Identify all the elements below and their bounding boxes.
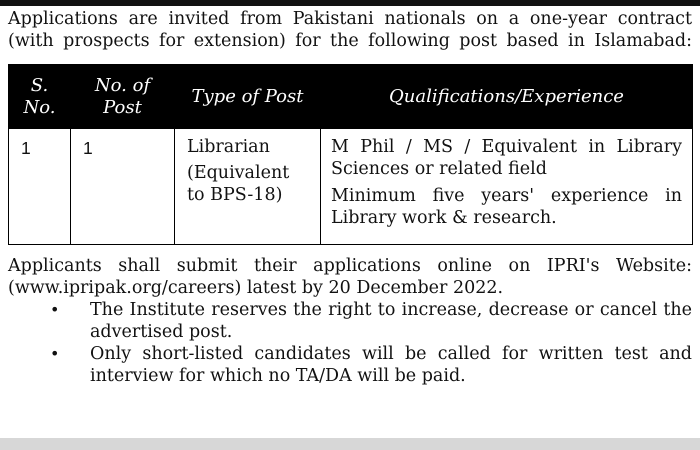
intro-paragraph: Applications are invited from Pakistani nationals on a one-year contract (with prospects for extension) for the following post based in Islamabad: <box>8 9 692 51</box>
job-advertisement <box>8 6 692 387</box>
application-line-1: Applicants shall submit their applications online on IPRI's Website: <box>8 256 692 276</box>
cell-serial-no: 1 <box>9 129 71 245</box>
qualification-item: M Phil / MS / Equivalent in Library Sciences or related field <box>331 137 682 179</box>
header-serial-no: S. No. <box>9 65 71 129</box>
cell-post-count: 1 <box>71 129 175 245</box>
notes-list <box>8 299 692 387</box>
post-equivalent: (Equivalent to BPS-18) <box>187 163 290 205</box>
list-item <box>8 299 692 343</box>
post-name: Librarian <box>187 137 270 157</box>
note-text: The Institute reserves the right to increase, decrease or cancel the advertised post. <box>90 300 692 342</box>
header-no-of-post: No. of Post <box>71 65 175 129</box>
bullet-icon: • <box>50 344 60 363</box>
note-text: Only short-listed candidates will be called for written test and interview for which no TA/DA will be paid. <box>90 344 692 386</box>
bullet-icon: • <box>50 300 60 319</box>
header-qualifications: Qualifications/Experience <box>321 65 693 129</box>
cell-qualifications <box>321 129 693 245</box>
experience-item: Minimum five years' experience in Library work & research. <box>331 186 682 228</box>
application-line-2: (www.ipripak.org/careers) latest by 20 December 2022. <box>8 278 504 298</box>
cell-post-type <box>175 129 321 245</box>
application-instructions <box>8 255 692 299</box>
table-header-row <box>9 65 693 129</box>
bottom-border <box>0 438 700 450</box>
header-type-of-post: Type of Post <box>175 65 321 129</box>
table-row <box>9 129 693 245</box>
list-item <box>8 343 692 387</box>
posts-table <box>8 64 693 245</box>
